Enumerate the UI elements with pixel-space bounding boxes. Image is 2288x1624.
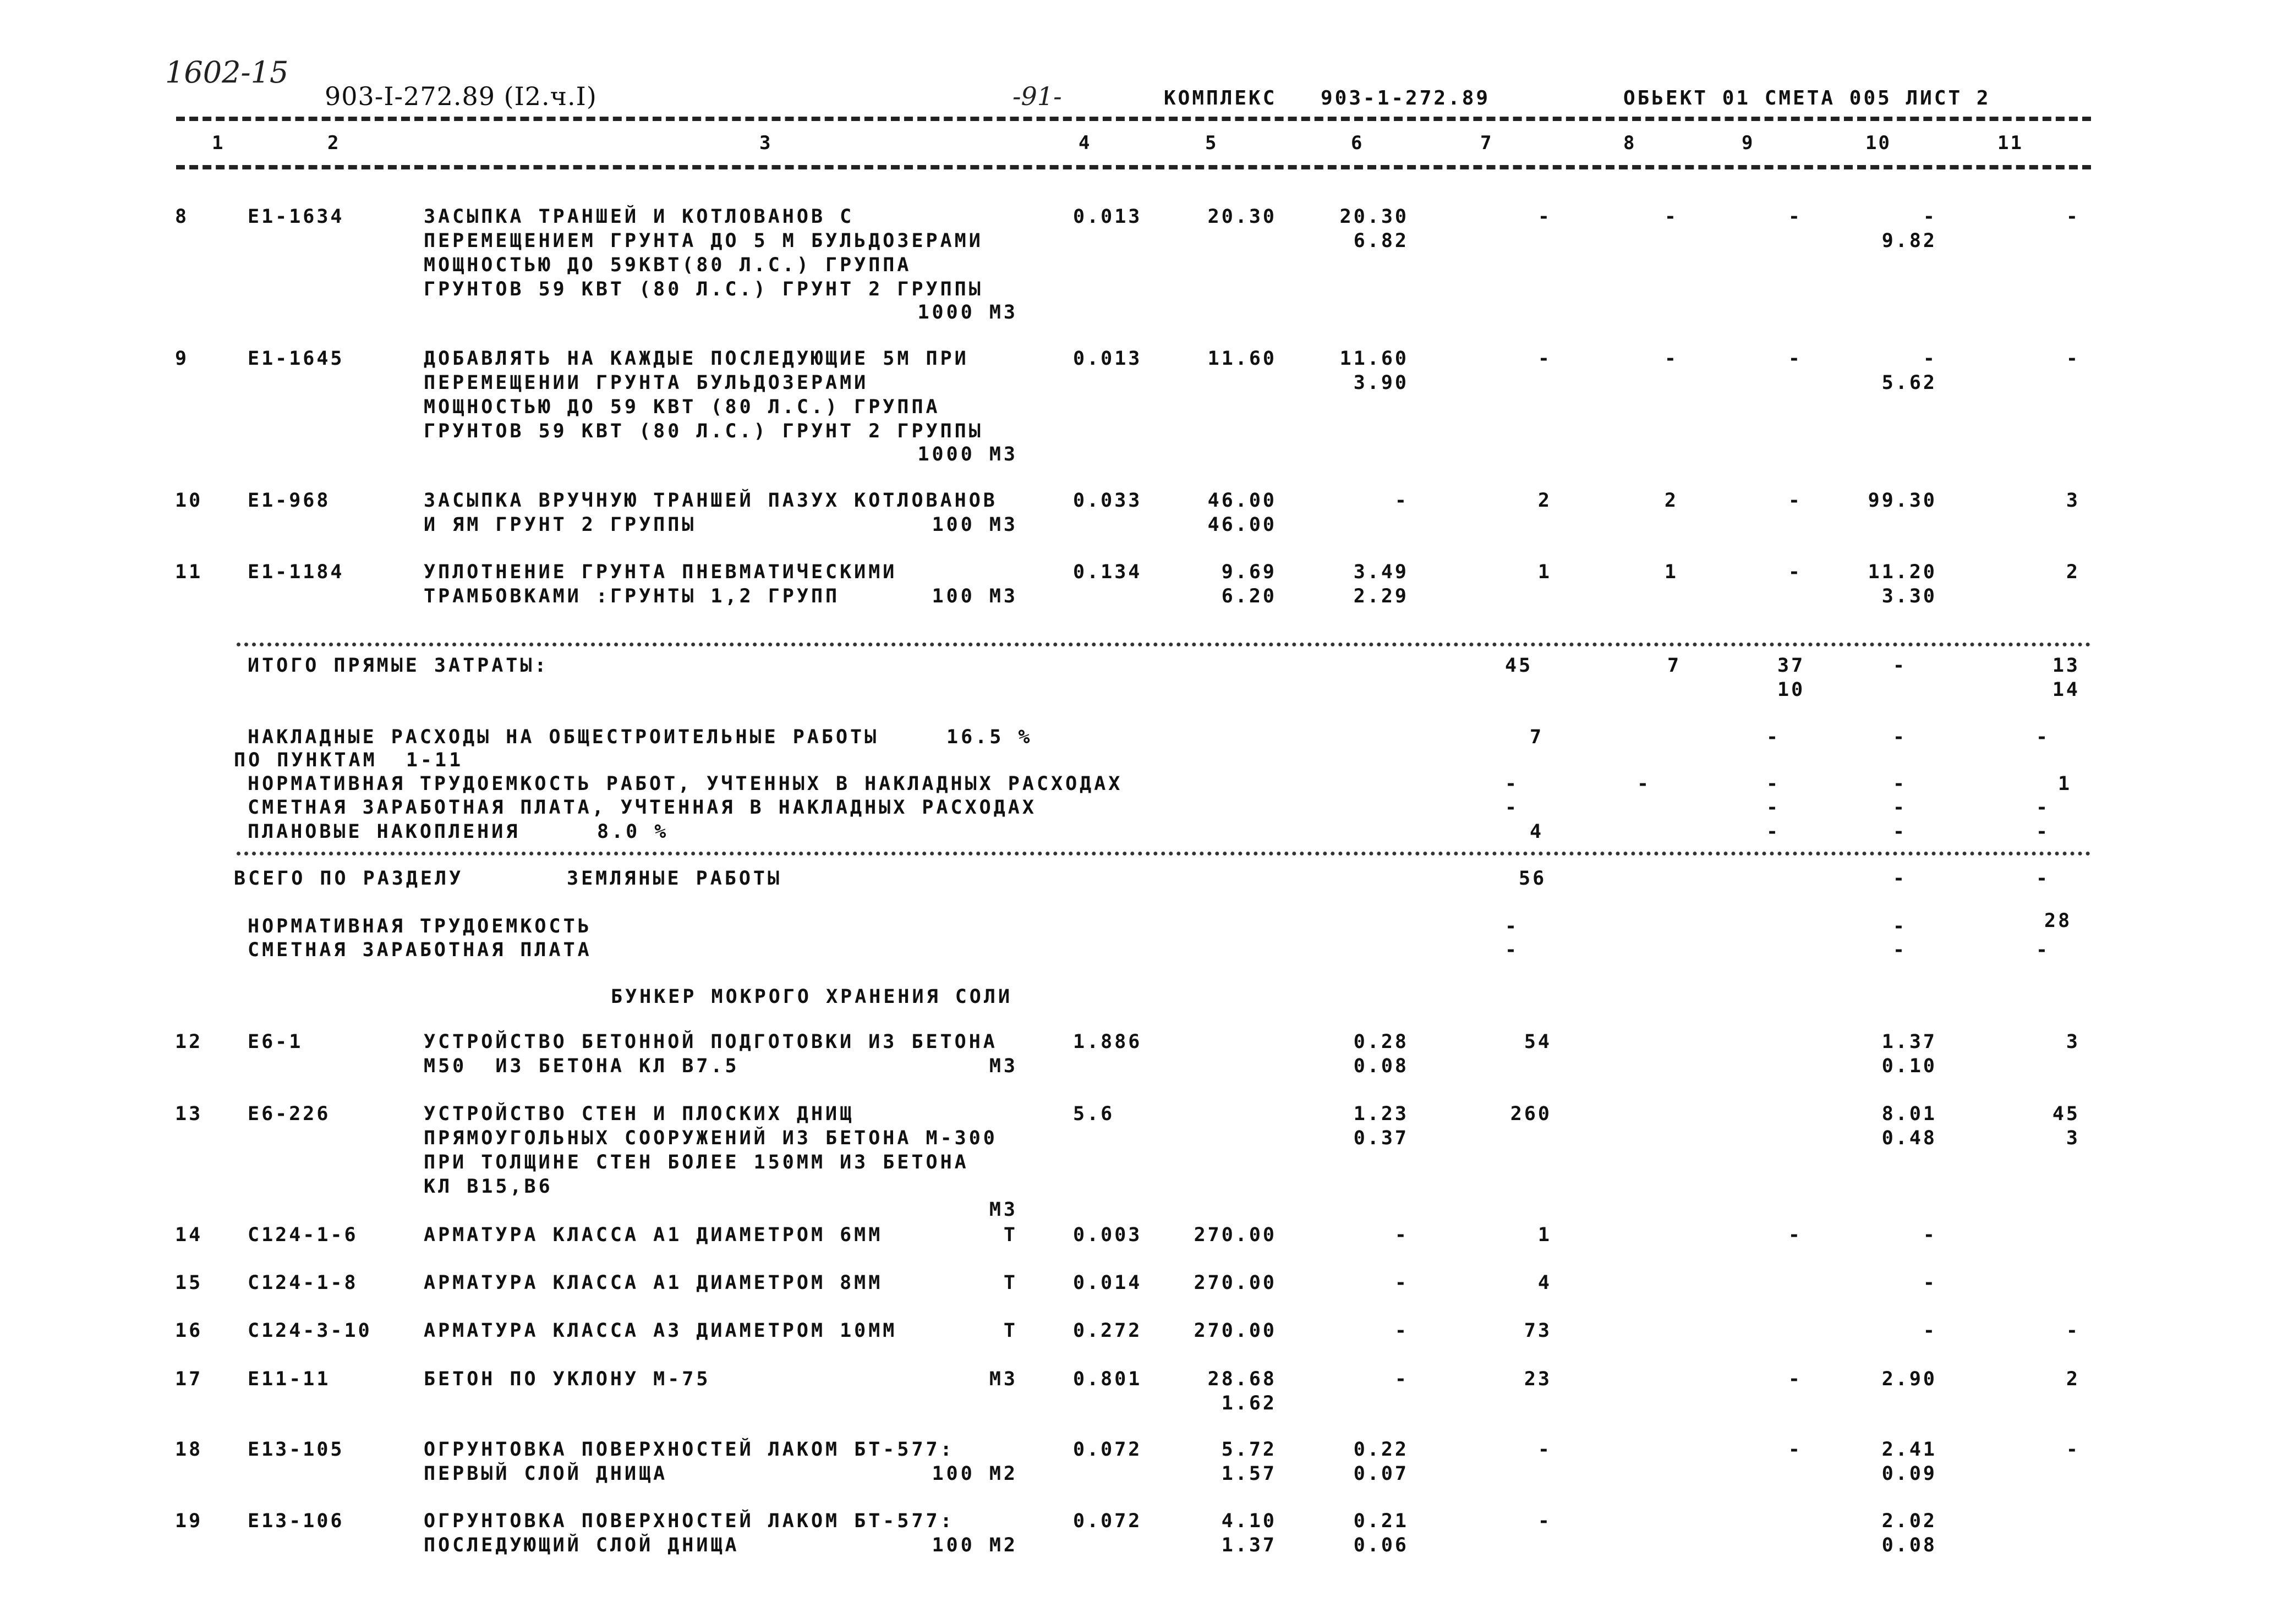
cell-c11: - bbox=[2066, 1439, 2080, 1461]
work-description-line: И ЯМ ГРУНТ 2 ГРУППЫ bbox=[424, 514, 697, 536]
column-number: 3 bbox=[759, 132, 773, 154]
labor-in-overhead-label: НОРМАТИВНАЯ ТРУДОЕМКОСТЬ РАБОТ, УЧТЕННЫХ В НАКЛАДНЫХ РАСХОДАХ bbox=[248, 773, 1123, 795]
norm-code: С124-1-6 bbox=[248, 1224, 358, 1246]
cell-c4: 0.072 bbox=[1073, 1439, 1142, 1461]
wage-in-overhead-c7: - bbox=[1505, 797, 1519, 819]
overhead-label: НАКЛАДНЫЕ РАСХОДЫ НА ОБЩЕСТРОИТЕЛЬНЫЕ РАБОТЫ bbox=[248, 726, 879, 748]
cell-c4: 0.013 bbox=[1073, 206, 1142, 228]
work-description-line: КЛ В15,В6 bbox=[424, 1176, 553, 1198]
cell-c9: - bbox=[1788, 1368, 1802, 1390]
wage-in-overhead-c11: - bbox=[2036, 797, 2050, 819]
cell-c11: - bbox=[2066, 1320, 2080, 1342]
cell-c5: 20.30 bbox=[1207, 206, 1277, 228]
complex-code: 903-1-272.89 bbox=[1321, 87, 1491, 109]
column-number: 6 bbox=[1351, 132, 1364, 154]
norm-code: Е6-226 bbox=[248, 1103, 331, 1125]
work-description-line: МОЩНОСТЬЮ ДО 59КВТ(80 Л.С.) ГРУППА bbox=[424, 254, 912, 276]
cell-c6: - bbox=[1394, 1224, 1409, 1246]
cell-c6: 0.21 0.06 bbox=[1353, 1510, 1409, 1556]
norm-code: Е1-1634 bbox=[248, 206, 344, 228]
work-description-line: ЗАСЫПКА ВРУЧНУЮ ТРАНШЕЙ ПАЗУХ КОТЛОВАНОВ bbox=[424, 490, 998, 512]
wage-in-overhead-c10: - bbox=[1893, 797, 1907, 819]
cell-c7: - bbox=[1537, 348, 1552, 370]
cell-c8: - bbox=[1664, 348, 1678, 370]
planned-savings-c11: - bbox=[2036, 821, 2050, 843]
work-description-line: ГРУНТОВ 59 КВТ (80 Л.С.) ГРУНТ 2 ГРУППЫ bbox=[424, 420, 983, 442]
work-description-line: АРМАТУРА КЛАССА А1 ДИАМЕТРОМ 8ММ bbox=[424, 1272, 883, 1294]
wage-in-overhead-c9: - bbox=[1766, 797, 1781, 819]
planned-savings-c7: 4 bbox=[1530, 821, 1544, 843]
wage-c10: - bbox=[1893, 939, 1907, 961]
cell-c10: 2.90 bbox=[1881, 1368, 1937, 1390]
wage-c11: - bbox=[2036, 939, 2050, 961]
cell-c4: 0.801 bbox=[1073, 1368, 1142, 1390]
work-description-line: ЗАСЫПКА ТРАНШЕЙ И КОТЛОВАНОВ С bbox=[424, 206, 855, 228]
page-number: -91- bbox=[1012, 81, 1062, 111]
cell-c6: 1.23 0.37 bbox=[1353, 1103, 1409, 1149]
section-total-label: ВСЕГО ПО РАЗДЕЛУ bbox=[234, 868, 464, 890]
separator-dotted-section bbox=[237, 852, 2091, 855]
wage-label: СМЕТНАЯ ЗАРАБОТНАЯ ПЛАТА bbox=[248, 939, 592, 961]
cell-c8: 2 bbox=[1664, 490, 1678, 512]
subsection-title: БУНКЕР МОКРОГО ХРАНЕНИЯ СОЛИ bbox=[611, 986, 1013, 1008]
cell-c10: 99.30 bbox=[1868, 490, 1937, 512]
object-estimate-sheet: ОБЬЕКТ 01 СМЕТА 005 ЛИСТ 2 bbox=[1623, 87, 1991, 109]
cell-c6: - bbox=[1394, 490, 1409, 512]
cell-c11: 3 bbox=[2066, 490, 2080, 512]
cell-c7: - bbox=[1537, 1439, 1552, 1461]
norm-code: Е13-106 bbox=[248, 1510, 344, 1532]
work-description-line: ПРИ ТОЛЩИНЕ СТЕН БОЛЕЕ 150ММ ИЗ БЕТОНА bbox=[424, 1151, 969, 1173]
column-number: 11 bbox=[1997, 132, 2023, 154]
column-number: 9 bbox=[1742, 132, 1755, 154]
cell-c7: - bbox=[1537, 1510, 1552, 1532]
direct-costs-label: ИТОГО ПРЯМЫЕ ЗАТРАТЫ: bbox=[248, 655, 549, 677]
row-number: 19 bbox=[175, 1510, 203, 1532]
handwritten-doc-code: 1602-15 bbox=[165, 55, 289, 90]
cell-c10: 11.20 3.30 bbox=[1868, 561, 1937, 607]
labor-in-overhead-c7: - bbox=[1505, 773, 1519, 795]
section-total-c10: - bbox=[1893, 868, 1907, 890]
unit-of-measure: Т bbox=[1003, 1320, 1018, 1342]
unit-of-measure: 100 М2 bbox=[932, 1534, 1018, 1556]
cell-c4: 0.134 bbox=[1073, 561, 1142, 583]
overhead-c9: - bbox=[1766, 726, 1781, 748]
cell-c5: 270.00 bbox=[1194, 1320, 1277, 1342]
cell-c5: 11.60 bbox=[1207, 348, 1277, 370]
work-description-line: ПЕРЕМЕЩЕНИИ ГРУНТА БУЛЬДОЗЕРАМИ bbox=[424, 372, 869, 394]
row-number: 16 bbox=[175, 1320, 203, 1342]
unit-of-measure: Т bbox=[1003, 1224, 1018, 1246]
header-rule-top bbox=[176, 117, 2091, 121]
cell-c5: 270.00 bbox=[1194, 1272, 1277, 1294]
norm-code: С124-1-8 bbox=[248, 1272, 358, 1294]
section-total-c7: 56 bbox=[1519, 868, 1547, 890]
unit-of-measure: 1000 М3 bbox=[917, 443, 1018, 465]
direct-costs-c10: - bbox=[1893, 655, 1907, 677]
cell-c7: 260 bbox=[1510, 1103, 1552, 1125]
norm-code: Е1-968 bbox=[248, 490, 331, 512]
items-range-label: ПО ПУНКТАМ 1-11 bbox=[234, 749, 464, 771]
unit-of-measure: Т bbox=[1003, 1272, 1018, 1294]
cell-c6: 3.49 2.29 bbox=[1353, 561, 1409, 607]
document-code: 903-I-272.89 (I2.ч.I) bbox=[325, 81, 597, 111]
work-description-line: ДОБАВЛЯТЬ НА КАЖДЫЕ ПОСЛЕДУЮЩИЕ 5М ПРИ bbox=[424, 348, 969, 370]
cell-c10: 2.41 0.09 bbox=[1881, 1439, 1937, 1485]
overhead-c11: - bbox=[2036, 726, 2050, 748]
cell-c5: 270.00 bbox=[1194, 1224, 1277, 1246]
planned-savings-c10: - bbox=[1893, 821, 1907, 843]
labor-c10: - bbox=[1893, 915, 1907, 937]
wage-c7: - bbox=[1505, 939, 1519, 961]
cell-c10: 2.02 0.08 bbox=[1881, 1510, 1937, 1556]
cell-c4: 0.003 bbox=[1073, 1224, 1142, 1246]
row-number: 13 bbox=[175, 1103, 203, 1125]
cell-c11: 3 bbox=[2066, 1031, 2080, 1053]
cell-c7: 2 bbox=[1537, 490, 1552, 512]
cell-c6: - bbox=[1394, 1320, 1409, 1342]
cell-c11: 2 bbox=[2066, 561, 2080, 583]
cell-c6: 20.30 6.82 bbox=[1339, 206, 1409, 252]
overhead-percent: 16.5 % bbox=[946, 726, 1033, 748]
cell-c7: 4 bbox=[1537, 1272, 1552, 1294]
unit-of-measure: М3 bbox=[989, 1055, 1018, 1077]
labor-c7: - bbox=[1505, 915, 1519, 937]
work-description-line: УСТРОЙСТВО СТЕН И ПЛОСКИХ ДНИЩ bbox=[424, 1103, 855, 1125]
cell-c8: - bbox=[1664, 206, 1678, 228]
cell-c7: 73 bbox=[1524, 1320, 1552, 1342]
work-description-line: ОГРУНТОВКА ПОВЕРХНОСТЕЙ ЛАКОМ БТ-577: bbox=[424, 1439, 955, 1461]
cell-c5: 5.72 1.57 bbox=[1221, 1439, 1277, 1485]
planned-savings-c9: - bbox=[1766, 821, 1781, 843]
unit-of-measure: М3 bbox=[989, 1368, 1018, 1390]
work-description-line: ПОСЛЕДУЮЩИЙ СЛОЙ ДНИЩА bbox=[424, 1534, 740, 1556]
cell-c6: - bbox=[1394, 1272, 1409, 1294]
cell-c7: 23 bbox=[1524, 1368, 1552, 1390]
wage-in-overhead-label: СМЕТНАЯ ЗАРАБОТНАЯ ПЛАТА, УЧТЕННАЯ В НАКЛАДНЫХ РАСХОДАХ bbox=[248, 797, 1037, 819]
direct-costs-c9: 37 10 bbox=[1777, 655, 1805, 701]
header-rule-bottom bbox=[176, 165, 2091, 169]
cell-c11: 2 bbox=[2066, 1368, 2080, 1390]
work-description-line: МОЩНОСТЬЮ ДО 59 КВТ (80 Л.С.) ГРУППА bbox=[424, 396, 940, 418]
labor-c11: 28 bbox=[2044, 910, 2072, 932]
norm-code: Е6-1 bbox=[248, 1031, 303, 1053]
column-number: 5 bbox=[1205, 132, 1218, 154]
cell-c5: 28.68 1.62 bbox=[1207, 1368, 1277, 1414]
overhead-c10: - bbox=[1893, 726, 1907, 748]
cell-c10: - 5.62 bbox=[1881, 348, 1937, 394]
labor-in-overhead-c9: - bbox=[1766, 773, 1781, 795]
cell-c9: - bbox=[1788, 490, 1802, 512]
planned-savings-label: ПЛАНОВЫЕ НАКОПЛЕНИЯ bbox=[248, 821, 521, 843]
work-description-line: ТРАМБОВКАМИ :ГРУНТЫ 1,2 ГРУПП bbox=[424, 585, 840, 607]
norm-code: Е11-11 bbox=[248, 1368, 331, 1390]
cell-c7: 1 bbox=[1537, 1224, 1552, 1246]
cell-c6: - bbox=[1394, 1368, 1409, 1390]
cell-c5: 9.69 6.20 bbox=[1221, 561, 1277, 607]
column-number: 8 bbox=[1623, 132, 1636, 154]
work-description-line: АРМАТУРА КЛАССА А1 ДИАМЕТРОМ 6ММ bbox=[424, 1224, 883, 1246]
direct-costs-c7: 45 bbox=[1505, 655, 1533, 677]
row-number: 12 bbox=[175, 1031, 203, 1053]
cell-c9: - bbox=[1788, 1224, 1802, 1246]
work-description-line: ПРЯМОУГОЛЬНЫХ СООРУЖЕНИЙ ИЗ БЕТОНА М-300 bbox=[424, 1127, 998, 1149]
cell-c10: - 9.82 bbox=[1881, 206, 1937, 252]
cell-c4: 0.272 bbox=[1073, 1320, 1142, 1342]
work-description-line: УСТРОЙСТВО БЕТОННОЙ ПОДГОТОВКИ ИЗ БЕТОНА bbox=[424, 1031, 998, 1053]
cell-c9: - bbox=[1788, 1439, 1802, 1461]
cell-c11: - bbox=[2066, 206, 2080, 228]
row-number: 11 bbox=[175, 561, 203, 583]
section-name: ЗЕМЛЯНЫЕ РАБОТЫ bbox=[567, 868, 782, 890]
norm-code: Е1-1184 bbox=[248, 561, 344, 583]
cell-c9: - bbox=[1788, 348, 1802, 370]
unit-of-measure: М3 bbox=[989, 1199, 1018, 1221]
overhead-c7: 7 bbox=[1530, 726, 1544, 748]
row-number: 17 bbox=[175, 1368, 203, 1390]
cell-c5: 46.00 46.00 bbox=[1207, 490, 1277, 536]
cell-c4: 0.033 bbox=[1073, 490, 1142, 512]
norm-code: С124-3-10 bbox=[248, 1320, 372, 1342]
column-number: 4 bbox=[1079, 132, 1092, 154]
labor-in-overhead-c10: - bbox=[1893, 773, 1907, 795]
cell-c11: 45 3 bbox=[2052, 1103, 2080, 1149]
cell-c6: 0.28 0.08 bbox=[1353, 1031, 1409, 1077]
column-number: 2 bbox=[327, 132, 341, 154]
unit-of-measure: 100 М3 bbox=[932, 585, 1018, 607]
work-description-line: М50 ИЗ БЕТОНА КЛ В7.5 bbox=[424, 1055, 740, 1077]
cell-c7: - bbox=[1537, 206, 1552, 228]
cell-c4: 0.072 bbox=[1073, 1510, 1142, 1532]
direct-costs-c8: 7 bbox=[1667, 655, 1682, 677]
cell-c4: 1.886 bbox=[1073, 1031, 1142, 1053]
column-number: 1 bbox=[212, 132, 225, 154]
cell-c10: - bbox=[1923, 1224, 1937, 1246]
unit-of-measure: 100 М2 bbox=[932, 1463, 1018, 1485]
work-description-line: ГРУНТОВ 59 КВТ (80 Л.С.) ГРУНТ 2 ГРУППЫ bbox=[424, 278, 983, 300]
row-number: 9 bbox=[175, 348, 189, 370]
planned-savings-percent: 8.0 % bbox=[597, 821, 669, 843]
complex-label: КОМПЛЕКС bbox=[1164, 87, 1277, 109]
work-description-line: БЕТОН ПО УКЛОНУ М-75 bbox=[424, 1368, 711, 1390]
direct-costs-c11: 13 14 bbox=[2052, 655, 2080, 701]
unit-of-measure: 100 М3 bbox=[932, 514, 1018, 536]
cell-c4: 0.013 bbox=[1073, 348, 1142, 370]
cell-c4: 5.6 bbox=[1073, 1103, 1115, 1125]
cell-c10: 8.01 0.48 bbox=[1881, 1103, 1937, 1149]
row-number: 14 bbox=[175, 1224, 203, 1246]
cell-c9: - bbox=[1788, 561, 1802, 583]
section-total-c11: - bbox=[2036, 868, 2050, 890]
column-number: 10 bbox=[1865, 132, 1891, 154]
row-number: 18 bbox=[175, 1439, 203, 1461]
norm-code: Е13-105 bbox=[248, 1439, 344, 1461]
column-number: 7 bbox=[1480, 132, 1493, 154]
cell-c10: 1.37 0.10 bbox=[1881, 1031, 1937, 1077]
cell-c10: - bbox=[1923, 1320, 1937, 1342]
labor-in-overhead-c11: 1 bbox=[2058, 773, 2072, 795]
cell-c5: 4.10 1.37 bbox=[1221, 1510, 1277, 1556]
work-description-line: АРМАТУРА КЛАССА А3 ДИАМЕТРОМ 10ММ bbox=[424, 1320, 897, 1342]
cell-c8: 1 bbox=[1664, 561, 1678, 583]
work-description-line: УПЛОТНЕНИЕ ГРУНТА ПНЕВМАТИЧЕСКИМИ bbox=[424, 561, 897, 583]
norm-code: Е1-1645 bbox=[248, 348, 344, 370]
row-number: 8 bbox=[175, 206, 189, 228]
cell-c4: 0.014 bbox=[1073, 1272, 1142, 1294]
work-description-line: ОГРУНТОВКА ПОВЕРХНОСТЕЙ ЛАКОМ БТ-577: bbox=[424, 1510, 955, 1532]
labor-in-overhead-c8: - bbox=[1637, 773, 1651, 795]
cell-c11: - bbox=[2066, 348, 2080, 370]
work-description-line: ПЕРВЫЙ СЛОЙ ДНИЩА bbox=[424, 1463, 668, 1485]
cell-c9: - bbox=[1788, 206, 1802, 228]
unit-of-measure: 1000 М3 bbox=[917, 301, 1018, 323]
cell-c7: 54 bbox=[1524, 1031, 1552, 1053]
cell-c10: - bbox=[1923, 1272, 1937, 1294]
cell-c6: 0.22 0.07 bbox=[1353, 1439, 1409, 1485]
cell-c6: 11.60 3.90 bbox=[1339, 348, 1409, 394]
labor-label: НОРМАТИВНАЯ ТРУДОЕМКОСТЬ bbox=[248, 915, 592, 937]
separator-dotted bbox=[237, 643, 2091, 646]
row-number: 15 bbox=[175, 1272, 203, 1294]
cell-c7: 1 bbox=[1537, 561, 1552, 583]
work-description-line: ПЕРЕМЕЩЕНИЕМ ГРУНТА ДО 5 М БУЛЬДОЗЕРАМИ bbox=[424, 230, 983, 252]
row-number: 10 bbox=[175, 490, 203, 512]
